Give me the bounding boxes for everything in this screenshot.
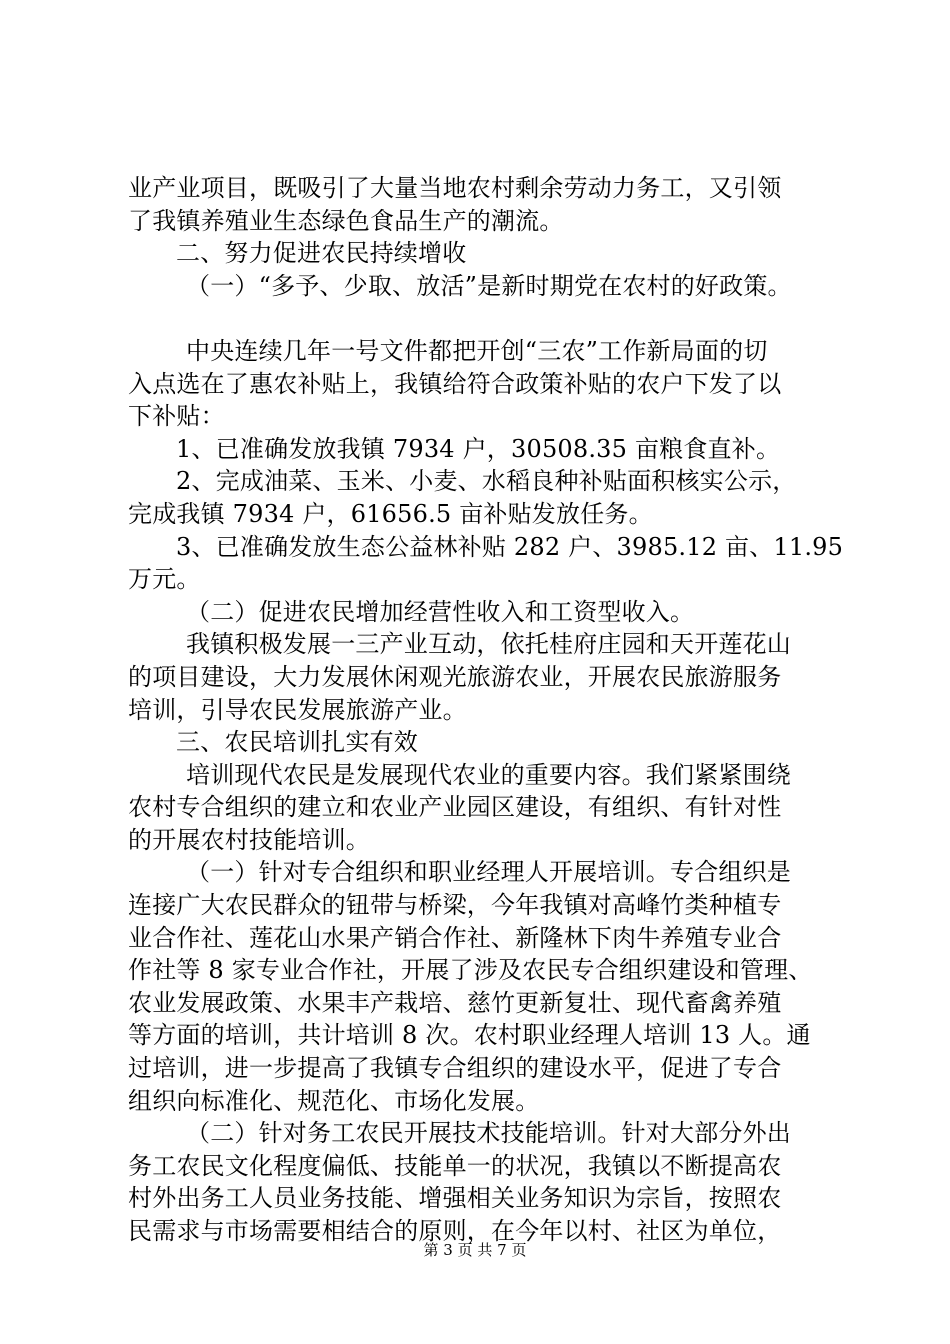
text-line: 培训现代农民是发展现代农业的重要内容。我们紧紧围绕 xyxy=(186,760,791,789)
text-line: 业合作社、莲花山水果产销合作社、新隆林下肉牛养殖专业合 xyxy=(128,923,782,952)
text-line: 农村专合组织的建立和农业产业园区建设，有组织、有针对性 xyxy=(128,793,782,822)
text-line: 业产业项目，既吸引了大量当地农村剩余劳动力务工，又引领 xyxy=(128,174,782,202)
text-line: 我镇积极发展一三产业互动，依托桂府庄园和天开莲花山 xyxy=(186,630,791,659)
text-line: 2、完成油菜、玉米、小麦、水稻良种补贴面积核实公示， xyxy=(176,467,797,496)
text-line: 三、农民培训扎实有效 xyxy=(176,728,418,757)
page-footer: 第 3 页 共 7 页 xyxy=(423,1241,527,1259)
text-line: （一）针对专合组织和职业经理人开展培训。专合组织是 xyxy=(186,858,791,887)
text-line: （二）促进农民增加经营性收入和工资型收入。 xyxy=(186,597,695,626)
text-line: 培训，引导农民发展旅游产业。 xyxy=(128,695,467,724)
text-line: 万元。 xyxy=(128,565,201,594)
text-line: 等方面的培训，共计培训 8 次。农村职业经理人培训 13 人。通 xyxy=(128,1021,811,1050)
text-line: 民需求与市场需要相结合的原则，在今年以村、社区为单位， xyxy=(128,1217,782,1245)
text-line: 下补贴： xyxy=(128,402,225,431)
text-line: 村外出务工人员业务技能、增强相关业务知识为宗旨，按照农 xyxy=(128,1184,782,1213)
text-line: 1、已准确发放我镇 7934 户，30508.35 亩粮食直补。 xyxy=(176,434,781,463)
text-line: 作社等 8 家专业合作社，开展了涉及农民专合组织建设和管理、 xyxy=(128,956,813,985)
text-line: 二、努力促进农民持续增收 xyxy=(176,239,467,268)
text-line: 完成我镇 7934 户，61656.5 亩补贴发放任务。 xyxy=(128,499,653,528)
text-line: 组织向标准化、规范化、市场化发展。 xyxy=(128,1086,540,1115)
text-line: （一）“多予、少取、放活”是新时期党在农村的好政策。 xyxy=(186,271,792,300)
text-line: 的项目建设，大力发展休闲观光旅游农业，开展农民旅游服务 xyxy=(128,662,782,691)
text-line: 3、已准确发放生态公益林补贴 282 户、3985.12 亩、11.95 xyxy=(176,532,844,561)
text-line: （二）针对务工农民开展技术技能培训。针对大部分外出 xyxy=(186,1119,791,1148)
text-line: 了我镇养殖业生态绿色食品生产的潮流。 xyxy=(128,206,564,235)
blank-line xyxy=(128,302,828,335)
text-line: 务工农民文化程度偏低、技能单一的状况，我镇以不断提高农 xyxy=(128,1151,782,1180)
text-line: 中央连续几年一号文件都把开创“三农”工作新局面的切 xyxy=(186,336,768,365)
text-line: 农业发展政策、水果丰产栽培、慈竹更新复壮、现代畜禽养殖 xyxy=(128,988,782,1017)
text-line: 连接广大农民群众的钮带与桥梁，今年我镇对高峰竹类种植专 xyxy=(128,891,782,920)
text-line: 过培训，进一步提高了我镇专合组织的建设水平，促进了专合 xyxy=(128,1054,782,1083)
document-body xyxy=(128,172,844,1248)
text-line: 入点选在了惠农补贴上，我镇给符合政策补贴的农户下发了以 xyxy=(128,369,782,398)
text-line: 的开展农村技能培训。 xyxy=(128,825,370,854)
